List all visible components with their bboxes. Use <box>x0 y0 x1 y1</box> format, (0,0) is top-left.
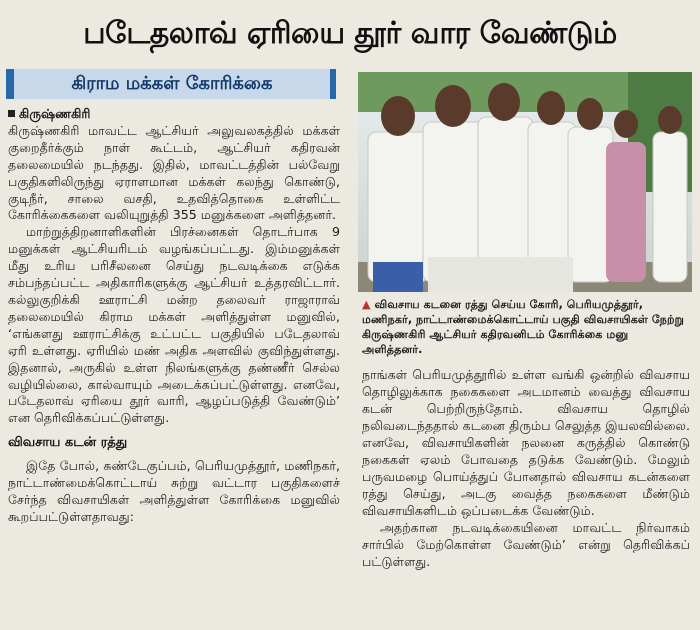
section-heading: விவசாய கடன் ரத்து <box>8 435 128 451</box>
triangle-marker-icon: ▲ <box>362 298 371 311</box>
paragraph-5: அதற்கான நடவடிக்கையினை மாவட்ட நிர்வாகம் சார்பில் மேற்கொள்ள வேண்டும்’ என்று தெரிவிக்கப் பட்டுள்ளது. <box>362 520 690 569</box>
headline: படேதலாவ் ஏரியை தூர் வார வேண்டும் <box>83 16 617 51</box>
dateline <box>8 106 340 123</box>
caption-text: விவசாய கடனை ரத்து செய்ய கோரி, பெரியமுத்தூர், மணிநகர், நாட்டாண்மைக்கொட்டாய் பகுதி விவசாயிகள் நேற்று கிருஷ்ணகிரி ஆட்சியர் கதிரவனிடம் கோரிக்கை மனு அளித்தனர். <box>362 298 684 356</box>
square-bullet-icon <box>8 110 15 117</box>
photo-caption <box>362 297 688 357</box>
paragraph-3: இதே போல், சுண்டேகுப்பம், பெரியமுத்தூர், மணிநகர், நாட்டாண்மைக்கொட்டாய் சுற்று வட்டார பகுதிகளைச் சேர்ந்த விவசாயிகள் அளித்துள்ள கோரிக்கை மனுவில் கூறப்பட்டுள்ளதாவது: <box>8 458 340 524</box>
article-right-column <box>362 366 690 626</box>
group-photo-illustration <box>358 72 692 292</box>
article-left-column <box>8 106 340 626</box>
subheadline-banner: கிராம மக்கள் கோரிக்கை <box>6 69 336 99</box>
paragraph-2: மாற்றுத்திறனாளிகளின் பிரச்னைகள் தொடர்பாக 9 மனுக்கள் ஆட்சியரிடம் வழங்கப்பட்டது. இம்மனுக்கள் மீது உரிய பரிசீலனை செய்து நடவடிக்கை எடுக்க சம்பந்தப்பட்ட அதிகாரிகளுக்கு ஆட்சியர் உத்தரவிட்டார். கல்லுகுறிக்கி ஊராட்சி மன்ற தலைவர் ராஜாராவ் தலைமையில் கிராம மக்கள் அளித்துள்ள மனுவில், ‘எங்களது ஊராட்சிக்கு உட்பட்ட பகுதியில் படேதலாவ் ஏரி உள்ளது. ஏரியில் மண் அதிக அளவில் குவிந்துள்ளது. இதனால், அருகில் உள்ள நிலங்களுக்கு தண்ணீர் செல்ல வழியில்லை, கால்வாயும் அடைக்கப்பட்டுள்ளது. எனவே, படேதலாவ் ஏரியை தூர் வாரி, ஆழப்படுத்தி வேண்டும்’ என தெரிவிக்கப்பட்டுள்ளது. <box>8 224 340 426</box>
paragraph-1: கிருஷ்ணகிரி மாவட்ட ஆட்சியர் அலுவலகத்தில் மக்கள் குறைதீர்க்கும் நாள் கூட்டம், ஆட்சியர் கதிரவன் தலைமையில் நடந்தது. இதில், மாவட்டத்தின் பல்வேறு பகுதிகளிலிருந்து ஏராளமான மக்கள் கலந்து கொண்டு, குடிநீர், சாலை வசதி, உதவித்தொகை உள்ளிட்ட கோரிக்கைகளை வலியுறுத்தி 355 மனுக்களை அளித்தனர். <box>8 122 340 223</box>
dateline-text: கிருஷ்ணகிரி <box>19 106 91 121</box>
news-photo <box>358 72 692 292</box>
paragraph-4: நாங்கள் பெரியமுத்தூரில் உள்ள வங்கி ஒன்றில் விவசாய தொழிலுக்காக நகைகளை அடமானம் வைத்து விவசாய கடன் பெற்றிருந்தோம். விவசாய தொழில் நலிவடைந்ததால் கடனை திரும்ப செலுத்த இயலவில்லை. எனவே, விவசாயிகளின் நலனை கருத்தில் கொண்டு நகைகள் ஏலம் போவதை தடுக்க வேண்டும். மேலும் பருவமழை பொய்த்துப் போனதால் விவசாய கடன்களை ரத்து செய்து, அடகு வைத்த நகைகளை மீண்டும் விவசாயிகளிடம் ஒப்படைக்க வேண்டும். <box>362 367 690 518</box>
